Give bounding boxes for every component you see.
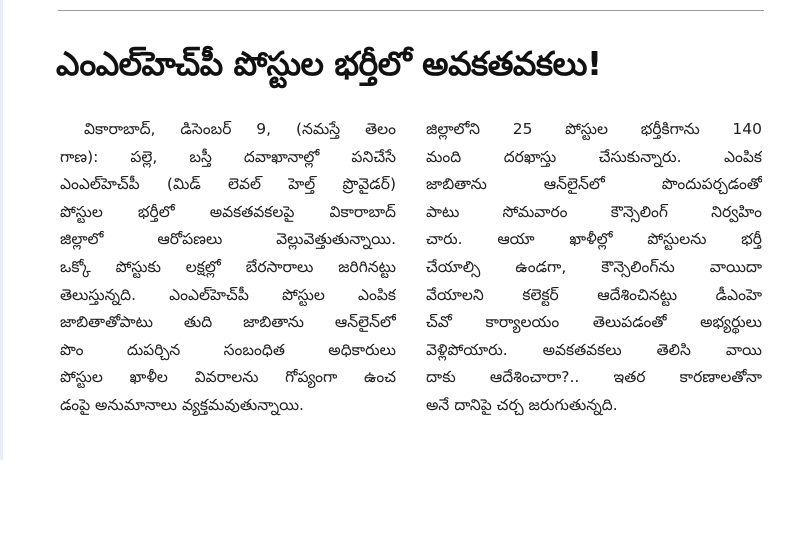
text-line: వికారాబాద్, డిసెంబర్ 9, (నమస్తే తెలం [84,120,396,138]
text-line: పొం దుపర్చిన సంబంధిత అధికారులు [60,340,396,359]
text-line: అనే దానిపై చర్చ జరుగుతున్నది. [426,395,618,414]
text-line: చేయాల్సి ఉండగా, కౌన్సెలింగ్‌ను వాయిదా [426,257,762,276]
text-line: ఒక్కో పోస్టుకు లక్షల్లో బేరసారాలు జరిగినట్టు [60,257,396,276]
text-line: దాకు ఆదేశించారా?.. ఇతర కారణాలతోనా [426,368,762,387]
text-line: చ్‌వో కార్యాలయం తెలుపడంతో అభ్యర్థులు [426,313,762,332]
text-line: చారు. ఆయా ఖాళీల్లో పోస్టులను భర్తీ [426,230,762,249]
text-line: డంపై అనుమానాలు వ్యక్తమవుతున్నాయి. [60,395,304,414]
text-line: మంది దరఖాస్తు చేసుకున్నారు. ఎంపిక [426,147,762,166]
text-line: పోస్టుల భర్తీలో అవకతవకలపై వికారాబాద్ [60,202,396,221]
top-rule-divider [58,10,764,11]
text-line: జాబితాతోపాటు తుది జాబితాను ఆన్‌లైన్‌లో [60,313,396,332]
article-column-right [426,116,762,420]
text-line: తెలుస్తున్నది. ఎంఎల్‌హెచ్‌పీ పోస్టుల ఎంపిక [60,285,396,304]
article-headline: ఎంఎల్‌హెచ్‌పీ పోస్టుల భర్తీలో అవకతవకలు! [56,44,602,83]
text-line: వేయాలని కలెక్టర్ ఆదేశించినట్టు డీఎంహె [426,285,762,304]
text-line: ఎంఎల్‌హెచ్‌పీ (మిడ్ లెవల్ హెల్త్ ప్రొవైడర్) [60,175,396,194]
text-line: గాణ): పల్లె, బస్తీ దవాఖానాల్లో పనిచేసే [60,147,396,166]
text-line: పాటు సోమవారం కౌన్సెలింగ్ నిర్వహిం [426,202,762,221]
text-line: పోస్టుల ఖాళీల వివరాలను గోప్యంగా ఉంచ [60,368,396,387]
article-column-left [60,116,396,420]
text-line: జిల్లాలోని 25 పోస్టుల భర్తీకిగాను 140 [426,120,762,138]
text-line: జాబితాను ఆన్‌లైన్‌లో పొందుపర్చడంతో [426,175,762,194]
page-edge-accent [0,0,3,460]
text-line: వెళ్లిపోయారు. అవకతవకలు తెలిసి వాయి [426,340,762,359]
text-line: జిల్లాలో ఆరోపణలు వెల్లువెత్తుతున్నాయి. [60,230,396,249]
